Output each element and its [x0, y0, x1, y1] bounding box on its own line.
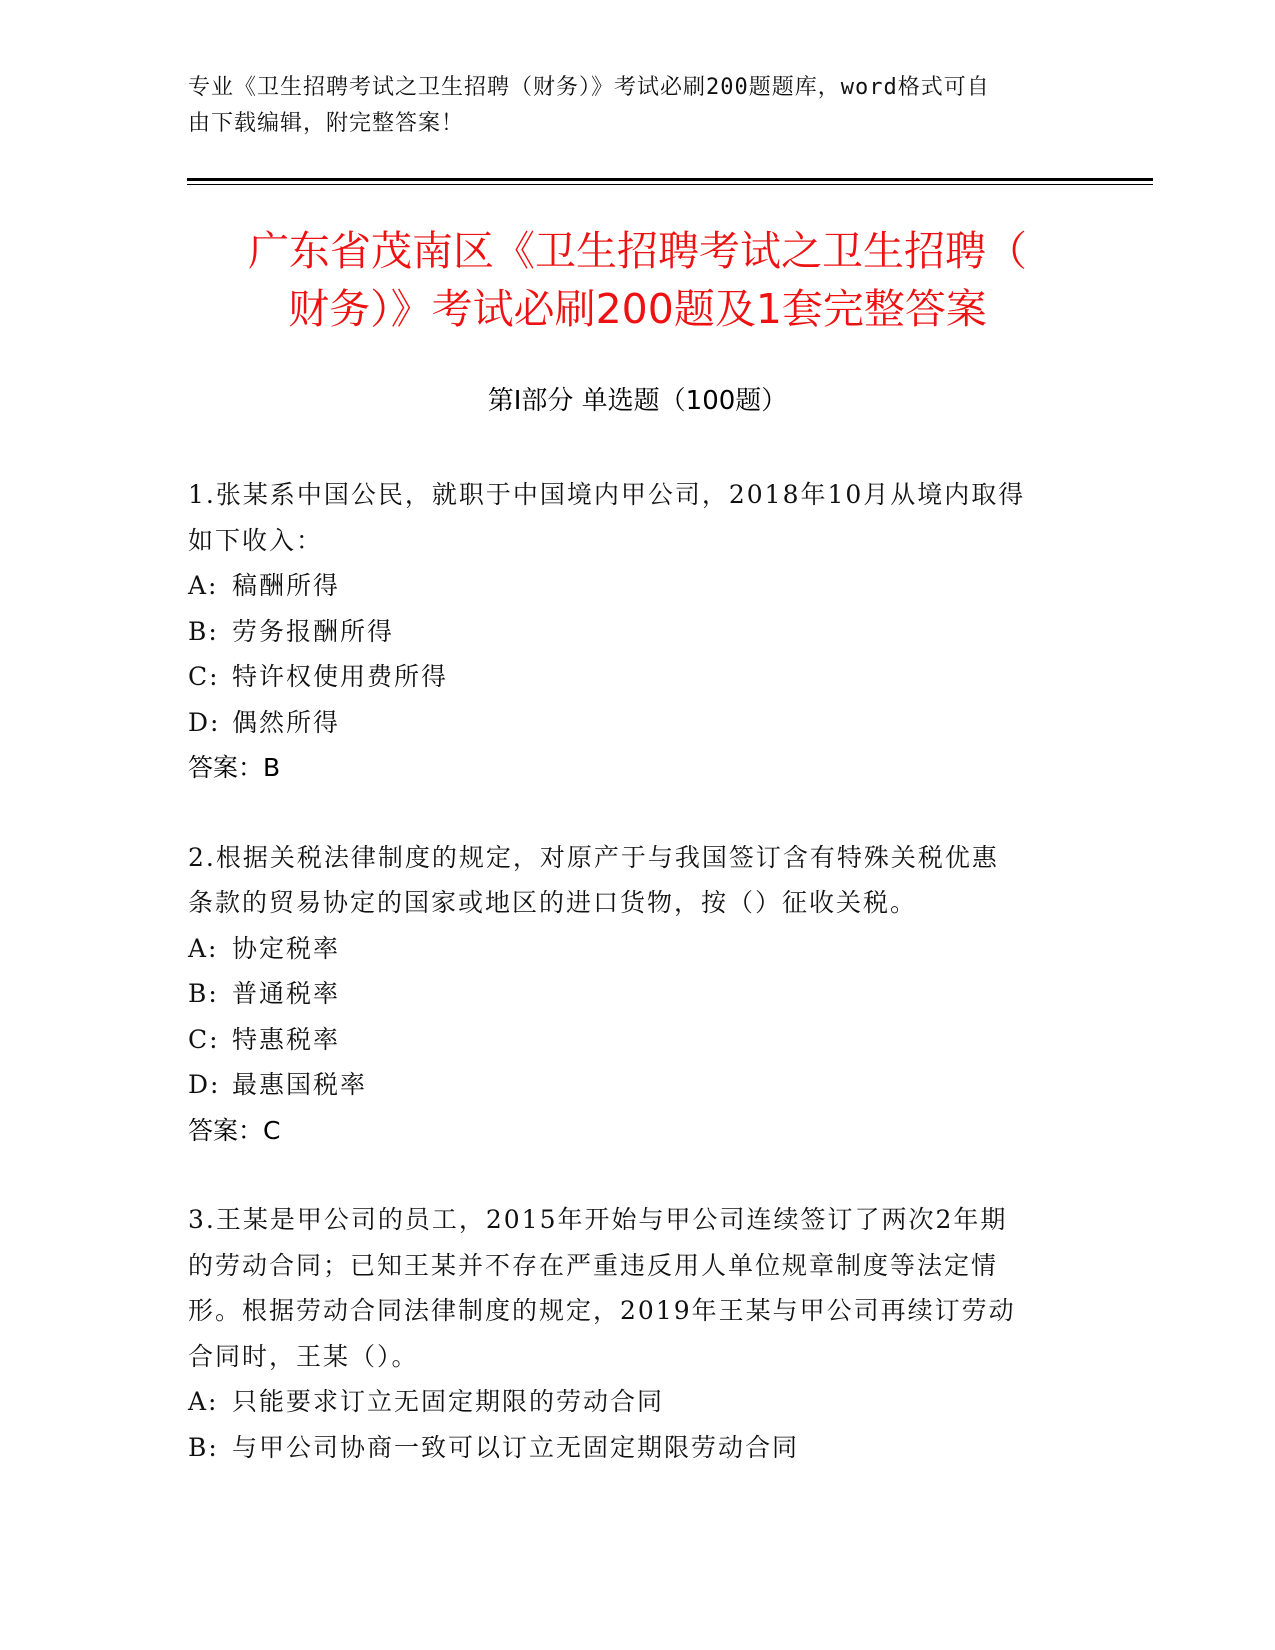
- option-text: 最惠国税率: [232, 1070, 368, 1099]
- option-text: 劳务报酬所得: [232, 616, 395, 646]
- option-text: 特惠税率: [232, 1024, 341, 1054]
- document-title: [150, 222, 1125, 338]
- option-text: 协定税率: [232, 933, 341, 963]
- question-text-line: 3.王某是甲公司的员工，2015年开始与甲公司连续签订了两次2年期: [188, 1205, 1008, 1234]
- option-a: [188, 563, 1088, 609]
- option-text: 与甲公司协商一致可以订立无固定期限劳动合同: [232, 1432, 800, 1462]
- option-text: 普通税率: [232, 979, 341, 1008]
- question-text-line: 的劳动合同；已知王某并不存在严重违反用人单位规章制度等法定情: [188, 1250, 999, 1280]
- header-note-line: 专业《卫生招聘考试之卫生招聘（财务）》考试必刷200题题库，word格式可自: [188, 75, 990, 100]
- option-key: C:: [188, 1024, 220, 1054]
- question-item: [188, 835, 1088, 1154]
- document-title-line: 财务）》考试必刷200题及1套完整答案: [288, 285, 987, 333]
- option-key: B:: [188, 1432, 219, 1462]
- option-text: 只能要求订立无固定期限的劳动合同: [232, 1387, 665, 1416]
- question-text-line: 合同时，王某（）。: [188, 1341, 419, 1371]
- option-a: [188, 1379, 1088, 1425]
- option-key: D:: [188, 707, 221, 737]
- option-d: [188, 1062, 1088, 1108]
- question-text-line: 条款的贸易协定的国家或地区的进口货物，按（）征收关税。: [188, 888, 918, 917]
- question-text-line: 如下收入：: [188, 525, 324, 555]
- option-text: 特许权使用费所得: [232, 662, 449, 691]
- header-divider-thin: [187, 184, 1153, 185]
- question-list: [188, 472, 1088, 1514]
- option-key: B:: [188, 616, 219, 646]
- header-divider-thick: [187, 178, 1153, 181]
- option-key: B:: [188, 979, 219, 1008]
- option-text: 偶然所得: [232, 707, 341, 737]
- option-a: [188, 926, 1088, 972]
- question-item: [188, 472, 1088, 791]
- header-note: [188, 70, 1088, 142]
- option-c: [188, 1017, 1088, 1063]
- question-item: [188, 1197, 1088, 1470]
- option-b: [188, 971, 1088, 1017]
- answer-line: 答案：B: [188, 753, 281, 782]
- option-key: C:: [188, 662, 220, 691]
- document-title-line: 广东省茂南区《卫生招聘考试之卫生招聘（: [248, 227, 1027, 275]
- option-d: [188, 700, 1088, 746]
- question-text-line: 2.根据关税法律制度的规定，对原产于与我国签订含有特殊关税优惠: [188, 842, 999, 872]
- option-b: [188, 609, 1088, 655]
- option-c: [188, 654, 1088, 700]
- option-key: A:: [188, 1387, 219, 1416]
- answer-line: 答案：C: [188, 1115, 281, 1145]
- option-key: A:: [188, 933, 219, 963]
- option-key: A:: [188, 571, 219, 600]
- question-text-line: 形。根据劳动合同法律制度的规定，2019年王某与甲公司再续订劳动: [188, 1296, 1016, 1325]
- option-text: 稿酬所得: [232, 571, 341, 600]
- option-b: [188, 1425, 1088, 1471]
- header-note-line: 由下载编辑，附完整答案！: [188, 111, 465, 136]
- section-heading: 第Ⅰ部分 单选题（100题）: [487, 386, 788, 416]
- option-key: D:: [188, 1070, 221, 1099]
- question-text-line: 1.张某系中国公民，就职于中国境内甲公司，2018年10月从境内取得: [188, 480, 1026, 509]
